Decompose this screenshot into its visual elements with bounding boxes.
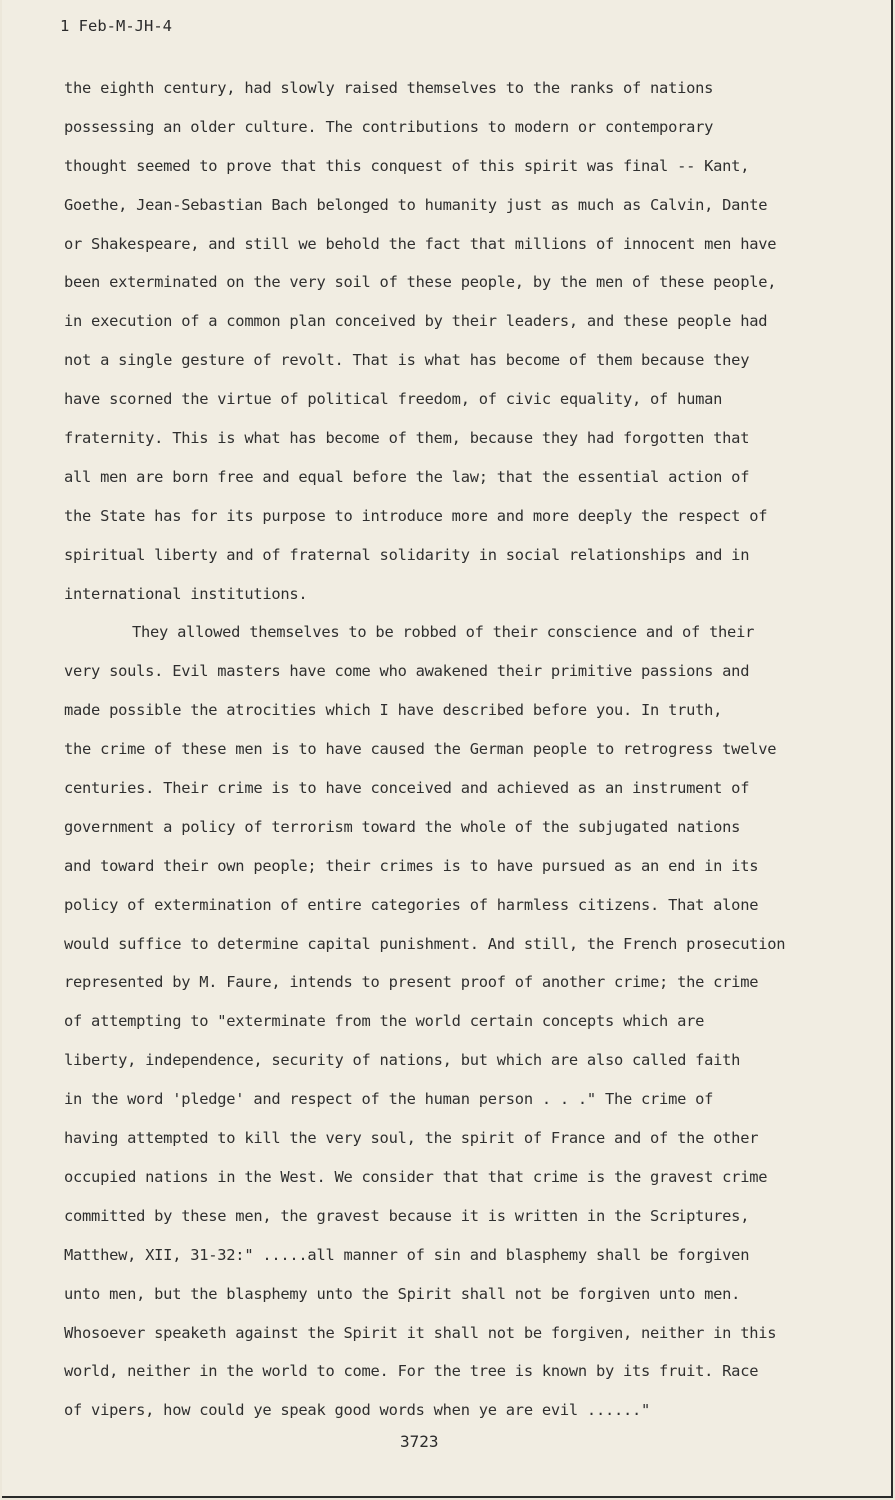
text-line: international institutions. xyxy=(64,584,308,603)
text-line: having attempted to kill the very soul, the spirit of France and of the other xyxy=(64,1129,759,1148)
paragraph-start-line: They allowed themselves to be robbed of their conscience and of their xyxy=(132,623,755,642)
text-line: the State has for its purpose to introduce more and more deeply the respect of xyxy=(64,506,768,525)
text-line: have scorned the virtue of political freedom, of civic equality, of human xyxy=(64,390,723,409)
text-line: world, neither in the world to come. For the tree is known by its fruit. Race xyxy=(64,1362,759,1381)
text-line: unto men, but the blasphemy unto the Spirit shall not be forgiven unto men. xyxy=(64,1284,741,1303)
text-line: occupied nations in the West. We consider that that crime is the gravest crime xyxy=(64,1167,768,1186)
text-line: thought seemed to prove that this conquest of this spirit was final -- Kant, xyxy=(64,156,750,175)
text-line: the crime of these men is to have caused the German people to retrogress twelve xyxy=(64,740,777,759)
text-line: liberty, independence, security of nations, but which are also called faith xyxy=(64,1051,741,1070)
text-line: committed by these men, the gravest because it is written in the Scriptures, xyxy=(64,1206,750,1225)
document-reference-header: 1 Feb-M-JH-4 xyxy=(60,17,172,35)
text-line: of attempting to "exterminate from the world certain concepts which are xyxy=(64,1012,705,1031)
text-line: represented by M. Faure, intends to present proof of another crime; the crime xyxy=(64,973,759,992)
text-line: of vipers, how could ye speak good words when ye are evil ......" xyxy=(64,1401,651,1420)
text-line: or Shakespeare, and still we behold the fact that millions of innocent men have xyxy=(64,234,777,253)
text-line: would suffice to determine capital punishment. And still, the French prosecution xyxy=(64,934,786,953)
text-line: possessing an older culture. The contributions to modern or contemporary xyxy=(64,117,714,136)
text-line: Matthew, XII, 31-32:" .....all manner of sin and blasphemy shall be forgiven xyxy=(64,1245,750,1264)
text-line: in the word 'pledge' and respect of the human person . . ." The crime of xyxy=(64,1090,714,1109)
text-line: government a policy of terrorism toward the whole of the subjugated nations xyxy=(64,817,741,836)
text-line: Goethe, Jean-Sebastian Bach belonged to humanity just as much as Calvin, Dante xyxy=(64,195,768,214)
text-line: Whosoever speaketh against the Spirit it shall not be forgiven, neither in this xyxy=(64,1323,777,1342)
text-line: not a single gesture of revolt. That is what has become of them because they xyxy=(64,351,750,370)
text-line: spiritual liberty and of fraternal solidarity in social relationships and in xyxy=(64,545,750,564)
text-line: all men are born free and equal before the law; that the essential action of xyxy=(64,467,750,486)
text-line: made possible the atrocities which I have described before you. In truth, xyxy=(64,701,723,720)
text-line: the eighth century, had slowly raised themselves to the ranks of nations xyxy=(64,79,714,97)
text-line: very souls. Evil masters have come who awakened their primitive passions and xyxy=(64,662,750,681)
text-line: centuries. Their crime is to have conceived and achieved as an instrument of xyxy=(64,779,750,798)
typed-page xyxy=(2,0,893,1498)
text-line: fraternity. This is what has become of them, because they had forgotten that xyxy=(64,429,750,448)
text-line: and toward their own people; their crimes is to have pursued as an end in its xyxy=(64,856,759,875)
page-number: 3723 xyxy=(400,1432,439,1451)
body-text xyxy=(64,74,854,1435)
text-line: policy of extermination of entire categories of harmless citizens. That alone xyxy=(64,895,759,914)
text-line: been exterminated on the very soil of these people, by the men of these people, xyxy=(64,273,777,292)
text-line: in execution of a common plan conceived by their leaders, and these people had xyxy=(64,312,768,331)
